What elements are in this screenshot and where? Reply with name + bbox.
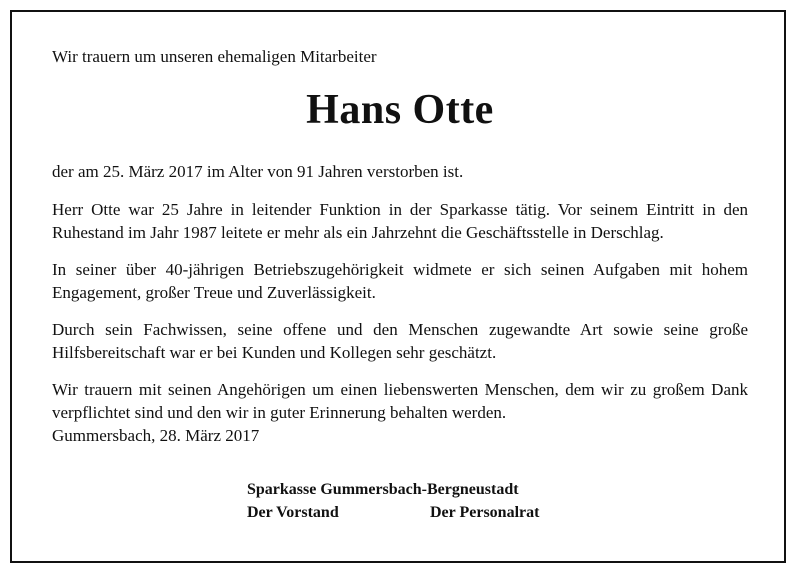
signature-row	[247, 501, 567, 524]
paragraph-career: Herr Otte war 25 Jahre in leitender Funktion in der Sparkasse tätig. Vor seinem Eintritt in den Ruhestand im Jahr 1987 leitete er mehr als ein Jahrzehnt die Geschäftsstelle in Derschlag.	[52, 200, 748, 242]
signature-organization: Sparkasse Gummersbach-Bergneustadt	[247, 481, 519, 498]
intro-text: Wir trauern um unseren ehemaligen Mitarbeiter	[52, 47, 377, 66]
signature-block	[247, 478, 567, 524]
signature-board: Der Vorstand	[247, 504, 339, 521]
deceased-name: Hans Otte	[306, 87, 494, 133]
paragraph-dedication: In seiner über 40-jährigen Betriebszugehörigkeit widmete er sich seinen Aufgaben mit hohem Engagement, großer Treue und Zuverlässigkeit.	[52, 260, 748, 302]
body-paragraphs	[52, 198, 748, 438]
signature-council: Der Personalrat	[430, 504, 540, 521]
death-statement: der am 25. März 2017 im Alter von 91 Jahren verstorben ist.	[52, 162, 464, 181]
place-date: Gummersbach, 28. März 2017	[52, 426, 260, 445]
paragraph-mourning: Wir trauern mit seinen Angehörigen um einen liebenswerten Menschen, dem wir zu großem Dank verpflichtet sind und den wir in guter Erinnerung behalten werden.	[52, 380, 748, 422]
paragraph-character: Durch sein Fachwissen, seine offene und den Menschen zugewandte Art sowie seine große Hilfsbereitschaft war er bei Kunden und Kollegen sehr geschätzt.	[52, 320, 748, 362]
